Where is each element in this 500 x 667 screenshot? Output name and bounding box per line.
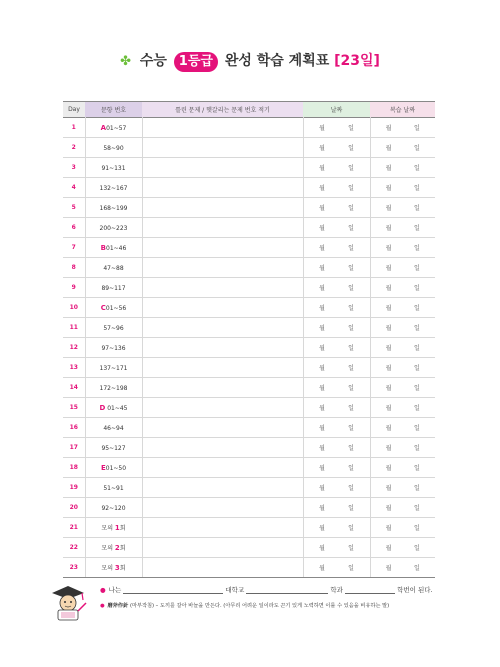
- review-month-label: 월: [385, 345, 392, 352]
- review-month-label: 월: [385, 325, 392, 332]
- day-number: 1: [63, 118, 85, 138]
- table-row: [63, 258, 435, 278]
- day-number: 18: [63, 458, 85, 478]
- question-range: 91~131: [101, 164, 126, 172]
- review-date-cell[interactable]: [370, 338, 435, 358]
- date-cell[interactable]: [303, 338, 370, 358]
- date-cell[interactable]: [303, 378, 370, 398]
- day-number: 19: [63, 478, 85, 498]
- wrong-answer-memo-cell[interactable]: [142, 198, 303, 218]
- wrong-answer-memo-cell[interactable]: [142, 518, 303, 538]
- department-blank[interactable]: [246, 586, 328, 594]
- question-range: 01~45: [105, 404, 128, 412]
- review-month-label: 월: [385, 445, 392, 452]
- review-month-label: 월: [385, 545, 392, 552]
- goal-text-4: 학번이 된다.: [397, 586, 433, 594]
- day-number: 7: [63, 238, 85, 258]
- review-day-label: 일: [413, 545, 420, 552]
- day-number: 23: [63, 558, 85, 578]
- table-row: [63, 318, 435, 338]
- clover-icon: ✤: [120, 54, 131, 69]
- date-day-label: 일: [348, 125, 354, 132]
- range-cell: [85, 478, 142, 498]
- day-number: 6: [63, 218, 85, 238]
- section-prefix: D: [99, 403, 106, 412]
- review-day-label: 일: [413, 225, 420, 232]
- range-cell: [85, 438, 142, 458]
- question-range: 01~46: [106, 244, 127, 252]
- review-day-label: 일: [413, 485, 420, 492]
- day-number: 8: [63, 258, 85, 278]
- review-date-cell[interactable]: [370, 478, 435, 498]
- review-date-cell[interactable]: [370, 418, 435, 438]
- goal-text-2: 대학교: [225, 586, 245, 594]
- table-row: [63, 238, 435, 258]
- review-day-label: 일: [413, 345, 420, 352]
- section-prefix: B: [100, 243, 107, 252]
- review-date-cell[interactable]: [370, 498, 435, 518]
- bullet-icon: ●: [100, 603, 105, 609]
- date-cell[interactable]: [303, 418, 370, 438]
- date-day-label: 일: [348, 265, 354, 272]
- review-date-cell[interactable]: [370, 218, 435, 238]
- table-row: [63, 418, 435, 438]
- title-prefix: 수능: [139, 53, 167, 69]
- range-cell: [85, 538, 142, 558]
- question-range: 58~90: [103, 144, 124, 152]
- mock-prefix: 모의: [101, 565, 115, 572]
- range-cell: [85, 498, 142, 518]
- review-day-label: 일: [413, 265, 420, 272]
- question-range: 132~167: [99, 184, 128, 192]
- range-cell: [85, 398, 142, 418]
- review-date-cell[interactable]: [370, 538, 435, 558]
- range-cell: [85, 118, 142, 138]
- question-range: 168~199: [99, 204, 128, 212]
- table-row: [63, 158, 435, 178]
- review-date-cell[interactable]: [370, 438, 435, 458]
- date-cell[interactable]: [303, 218, 370, 238]
- question-range: 01~50: [105, 464, 127, 472]
- day-number: 12: [63, 338, 85, 358]
- wrong-answer-memo-cell[interactable]: [142, 238, 303, 258]
- date-cell[interactable]: [303, 298, 370, 318]
- range-cell: [85, 258, 142, 278]
- range-cell: [85, 218, 142, 238]
- day-number: 14: [63, 378, 85, 398]
- date-day-label: 일: [348, 485, 354, 492]
- date-month-label: 월: [319, 445, 325, 452]
- day-number: 3: [63, 158, 85, 178]
- review-day-label: 일: [413, 125, 420, 132]
- table-row: [63, 198, 435, 218]
- review-day-label: 일: [413, 305, 420, 312]
- review-month-label: 월: [385, 525, 392, 532]
- date-day-label: 일: [348, 305, 354, 312]
- date-month-label: 월: [319, 225, 325, 232]
- range-cell: [85, 458, 142, 478]
- date-month-label: 월: [319, 125, 325, 132]
- range-cell: [85, 238, 142, 258]
- range-cell: [85, 198, 142, 218]
- review-month-label: 월: [385, 405, 392, 412]
- date-day-label: 일: [348, 545, 354, 552]
- bullet-icon: ●: [100, 586, 106, 594]
- day-number: 10: [63, 298, 85, 318]
- review-month-label: 월: [385, 305, 392, 312]
- range-cell: [85, 338, 142, 358]
- review-date-cell[interactable]: [370, 158, 435, 178]
- date-cell[interactable]: [303, 398, 370, 418]
- table-row: [63, 178, 435, 198]
- section-prefix: E: [100, 463, 106, 472]
- date-day-label: 일: [348, 425, 354, 432]
- day-number: 5: [63, 198, 85, 218]
- page-title: [0, 50, 500, 73]
- question-range: 97~136: [101, 344, 126, 352]
- table-row: [63, 378, 435, 398]
- review-day-label: 일: [413, 525, 420, 532]
- title-main: 완성 학습 계획표: [224, 53, 330, 69]
- wrong-answer-memo-cell[interactable]: [142, 318, 303, 338]
- question-range: 137~171: [99, 364, 128, 372]
- question-range: 200~223: [99, 224, 128, 232]
- review-date-cell[interactable]: [370, 198, 435, 218]
- range-cell: [85, 138, 142, 158]
- review-day-label: 일: [413, 245, 420, 252]
- review-day-label: 일: [413, 385, 420, 392]
- wrong-answer-memo-cell[interactable]: [142, 478, 303, 498]
- date-cell[interactable]: [303, 158, 370, 178]
- question-range: 92~120: [101, 504, 126, 512]
- day-number: 21: [63, 518, 85, 538]
- question-range: 172~198: [99, 384, 128, 392]
- day-number: 9: [63, 278, 85, 298]
- graduate-mascot-icon: [48, 583, 90, 621]
- date-month-label: 월: [319, 365, 325, 372]
- review-day-label: 일: [413, 405, 420, 412]
- question-range: 01~56: [105, 304, 127, 312]
- range-cell: [85, 318, 142, 338]
- question-range: 47~88: [103, 264, 124, 272]
- header-memo: 틀린 문제 / 헷갈리는 문제 번호 적기: [142, 102, 303, 118]
- day-number: 16: [63, 418, 85, 438]
- wrong-answer-memo-cell[interactable]: [142, 558, 303, 578]
- review-day-label: 일: [413, 145, 420, 152]
- review-month-label: 월: [385, 365, 392, 372]
- header-review: 복습 날짜: [370, 102, 435, 118]
- date-cell[interactable]: [303, 358, 370, 378]
- wrong-answer-memo-cell[interactable]: [142, 538, 303, 558]
- date-day-label: 일: [348, 525, 354, 532]
- date-month-label: 월: [319, 265, 325, 272]
- mock-number: 2: [114, 544, 120, 552]
- review-date-cell[interactable]: [370, 378, 435, 398]
- review-month-label: 월: [385, 425, 392, 432]
- date-cell[interactable]: [303, 258, 370, 278]
- date-cell[interactable]: [303, 558, 370, 578]
- date-day-label: 일: [348, 225, 354, 232]
- date-month-label: 월: [319, 245, 325, 252]
- date-month-label: 월: [319, 485, 325, 492]
- date-day-label: 일: [348, 405, 354, 412]
- review-day-label: 일: [413, 185, 420, 192]
- date-cell[interactable]: [303, 138, 370, 158]
- review-date-cell[interactable]: [370, 138, 435, 158]
- date-cell[interactable]: [303, 538, 370, 558]
- mock-suffix: 회: [119, 565, 126, 572]
- review-month-label: 월: [385, 125, 392, 132]
- proverb-line: [100, 602, 389, 609]
- date-cell[interactable]: [303, 478, 370, 498]
- review-date-cell[interactable]: [370, 238, 435, 258]
- review-date-cell[interactable]: [370, 318, 435, 338]
- wrong-answer-memo-cell[interactable]: [142, 178, 303, 198]
- title-days: [23일]: [334, 53, 380, 69]
- wrong-answer-memo-cell[interactable]: [142, 138, 303, 158]
- date-month-label: 월: [319, 405, 325, 412]
- mock-number: 3: [114, 564, 120, 572]
- table-row: [63, 278, 435, 298]
- section-prefix: C: [100, 303, 106, 312]
- header-date: 날짜: [303, 102, 370, 118]
- student-id-blank[interactable]: [345, 586, 395, 594]
- day-number: 22: [63, 538, 85, 558]
- wrong-answer-memo-cell[interactable]: [142, 158, 303, 178]
- review-date-cell[interactable]: [370, 278, 435, 298]
- date-day-label: 일: [348, 365, 354, 372]
- review-date-cell[interactable]: [370, 398, 435, 418]
- day-number: 13: [63, 358, 85, 378]
- date-month-label: 월: [319, 305, 325, 312]
- date-day-label: 일: [348, 165, 354, 172]
- date-cell[interactable]: [303, 178, 370, 198]
- wrong-answer-memo-cell[interactable]: [142, 258, 303, 278]
- mock-number: 1: [114, 524, 120, 532]
- wrong-answer-memo-cell[interactable]: [142, 438, 303, 458]
- table-row: [63, 438, 435, 458]
- date-month-label: 월: [319, 425, 325, 432]
- review-date-cell[interactable]: [370, 558, 435, 578]
- range-cell: [85, 418, 142, 438]
- review-month-label: 월: [385, 285, 392, 292]
- wrong-answer-memo-cell[interactable]: [142, 418, 303, 438]
- grade-badge: 1등급: [174, 52, 218, 72]
- review-month-label: 월: [385, 485, 392, 492]
- proverb-hanja: 磨斧作針: [107, 603, 129, 609]
- table-row: [63, 118, 435, 138]
- table-row: [63, 478, 435, 498]
- wrong-answer-memo-cell[interactable]: [142, 278, 303, 298]
- range-cell: [85, 178, 142, 198]
- date-month-label: 월: [319, 465, 325, 472]
- review-day-label: 일: [413, 565, 420, 572]
- review-date-cell[interactable]: [370, 258, 435, 278]
- review-month-label: 월: [385, 185, 392, 192]
- date-day-label: 일: [348, 445, 354, 452]
- wrong-answer-memo-cell[interactable]: [142, 298, 303, 318]
- proverb-text: (마부작침) – 도끼를 갈아 바늘을 만든다. (아무리 어려운 일이라도 끈기 있게 노력하면 이룰 수 있음을 비유하는 말): [128, 603, 390, 609]
- range-cell: [85, 558, 142, 578]
- table-row: [63, 458, 435, 478]
- table-row: [63, 398, 435, 418]
- review-date-cell[interactable]: [370, 358, 435, 378]
- date-cell[interactable]: [303, 458, 370, 478]
- table-row: [63, 558, 435, 578]
- date-month-label: 월: [319, 165, 325, 172]
- date-day-label: 일: [348, 345, 354, 352]
- date-day-label: 일: [348, 205, 354, 212]
- table-row: [63, 138, 435, 158]
- review-month-label: 월: [385, 145, 392, 152]
- range-cell: [85, 298, 142, 318]
- table-row: [63, 298, 435, 318]
- day-number: 20: [63, 498, 85, 518]
- date-month-label: 월: [319, 505, 325, 512]
- review-day-label: 일: [413, 325, 420, 332]
- date-day-label: 일: [348, 325, 354, 332]
- review-month-label: 월: [385, 205, 392, 212]
- review-month-label: 월: [385, 385, 392, 392]
- review-date-cell[interactable]: [370, 178, 435, 198]
- study-plan-table: [63, 101, 435, 578]
- date-month-label: 월: [319, 285, 325, 292]
- date-day-label: 일: [348, 505, 354, 512]
- review-day-label: 일: [413, 205, 420, 212]
- mock-prefix: 모의: [101, 545, 115, 552]
- date-month-label: 월: [319, 525, 325, 532]
- date-day-label: 일: [348, 145, 354, 152]
- question-range: 51~91: [103, 484, 124, 492]
- review-day-label: 일: [413, 425, 420, 432]
- date-month-label: 월: [319, 545, 325, 552]
- mock-suffix: 회: [119, 525, 126, 532]
- wrong-answer-memo-cell[interactable]: [142, 398, 303, 418]
- date-cell[interactable]: [303, 238, 370, 258]
- review-day-label: 일: [413, 505, 420, 512]
- header-range: 문항 번호: [85, 102, 142, 118]
- table-row: [63, 218, 435, 238]
- review-month-label: 월: [385, 225, 392, 232]
- date-cell[interactable]: [303, 438, 370, 458]
- date-month-label: 월: [319, 145, 325, 152]
- table-row: [63, 518, 435, 538]
- date-cell[interactable]: [303, 278, 370, 298]
- date-month-label: 월: [319, 385, 325, 392]
- review-day-label: 일: [413, 165, 420, 172]
- question-range: 46~94: [103, 424, 124, 432]
- review-day-label: 일: [413, 445, 420, 452]
- day-number: 4: [63, 178, 85, 198]
- wrong-answer-memo-cell[interactable]: [142, 218, 303, 238]
- review-day-label: 일: [413, 285, 420, 292]
- day-number: 11: [63, 318, 85, 338]
- review-date-cell[interactable]: [370, 458, 435, 478]
- review-month-label: 월: [385, 565, 392, 572]
- date-day-label: 일: [348, 465, 354, 472]
- section-prefix: A: [100, 123, 107, 132]
- question-range: 57~96: [103, 324, 124, 332]
- date-cell[interactable]: [303, 498, 370, 518]
- wrong-answer-memo-cell[interactable]: [142, 338, 303, 358]
- review-date-cell[interactable]: [370, 518, 435, 538]
- review-month-label: 월: [385, 505, 392, 512]
- university-blank[interactable]: [123, 586, 223, 594]
- day-number: 17: [63, 438, 85, 458]
- date-month-label: 월: [319, 325, 325, 332]
- date-cell[interactable]: [303, 518, 370, 538]
- wrong-answer-memo-cell[interactable]: [142, 118, 303, 138]
- range-cell: [85, 378, 142, 398]
- range-cell: [85, 518, 142, 538]
- date-cell[interactable]: [303, 198, 370, 218]
- header-day: Day: [63, 102, 85, 118]
- table-row: [63, 498, 435, 518]
- review-month-label: 월: [385, 465, 392, 472]
- date-month-label: 월: [319, 565, 325, 572]
- date-day-label: 일: [348, 245, 354, 252]
- date-month-label: 월: [319, 205, 325, 212]
- goal-text-1: 나는: [108, 586, 122, 594]
- question-range: 89~117: [101, 284, 126, 292]
- day-number: 15: [63, 398, 85, 418]
- date-month-label: 월: [319, 185, 325, 192]
- question-range: 01~57: [106, 124, 127, 132]
- mock-suffix: 회: [119, 545, 126, 552]
- date-month-label: 월: [319, 345, 325, 352]
- date-day-label: 일: [348, 385, 354, 392]
- wrong-answer-memo-cell[interactable]: [142, 498, 303, 518]
- review-month-label: 월: [385, 245, 392, 252]
- question-range: 95~127: [101, 444, 126, 452]
- goal-line: [100, 585, 433, 594]
- wrong-answer-memo-cell[interactable]: [142, 458, 303, 478]
- date-day-label: 일: [348, 185, 354, 192]
- range-cell: [85, 358, 142, 378]
- wrong-answer-memo-cell[interactable]: [142, 358, 303, 378]
- date-day-label: 일: [348, 565, 354, 572]
- wrong-answer-memo-cell[interactable]: [142, 378, 303, 398]
- review-day-label: 일: [413, 465, 420, 472]
- review-day-label: 일: [413, 365, 420, 372]
- date-cell[interactable]: [303, 318, 370, 338]
- table-row: [63, 338, 435, 358]
- table-row: [63, 538, 435, 558]
- day-number: 2: [63, 138, 85, 158]
- range-cell: [85, 158, 142, 178]
- goal-text-3: 학과: [330, 586, 343, 594]
- date-cell[interactable]: [303, 118, 370, 138]
- review-date-cell[interactable]: [370, 118, 435, 138]
- review-month-label: 월: [385, 165, 392, 172]
- mock-prefix: 모의: [101, 525, 115, 532]
- review-date-cell[interactable]: [370, 298, 435, 318]
- range-cell: [85, 278, 142, 298]
- review-month-label: 월: [385, 265, 392, 272]
- table-row: [63, 358, 435, 378]
- date-day-label: 일: [348, 285, 354, 292]
